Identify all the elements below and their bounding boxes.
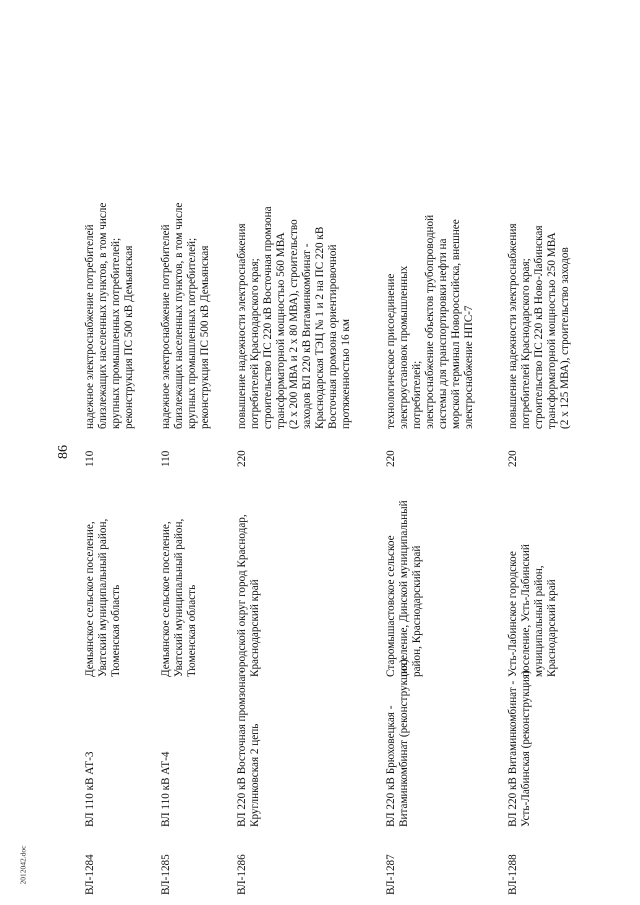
object-name	[84, 677, 97, 827]
purpose-line: трансформаторной мощностью 560 МВА	[275, 232, 287, 429]
location-line: Краснодарский край	[249, 579, 261, 677]
object-name	[385, 659, 411, 827]
location-line: Уватский муниципальный район,	[173, 518, 185, 677]
location-line: муниципальный район,	[533, 565, 545, 677]
purpose-line: надежное электроснабжение потребителей	[160, 224, 172, 429]
object-location	[84, 467, 123, 677]
object-code: ВЛ-1285	[160, 854, 172, 895]
purpose-line: трансформаторной мощностью 250 МВА	[546, 232, 558, 429]
location-line: Тюменская область	[186, 584, 198, 677]
purpose-line: (2 х 125 МВА), строительство заходов	[559, 247, 571, 429]
object-purpose	[236, 15, 353, 429]
location-line: район, Краснодарский край	[411, 545, 423, 677]
object-name-line: ВЛ 220 кВ Витаминкомбинат -	[507, 680, 519, 827]
voltage-kv: 220	[385, 450, 397, 467]
object-name-line: Усть-Лабинская (реконструкция)	[520, 670, 532, 827]
location-line: Краснодарский край	[546, 579, 558, 677]
purpose-line: надежное электроснабжение потребителей	[84, 224, 96, 429]
purpose-line: близлежащих населенных пунктов, в том числе	[97, 202, 109, 429]
purpose-line: реконструкция ПС 500 кВ Демьянская	[199, 245, 211, 429]
location-line: Старомышастовское сельское	[385, 535, 397, 677]
object-code: ВЛ-1287	[385, 854, 397, 895]
purpose-line: электроустановок промышленных	[398, 265, 410, 429]
object-purpose	[385, 15, 476, 429]
registry-table	[80, 15, 620, 895]
location-line: поселение, Усть-Лабинский	[520, 544, 532, 677]
purpose-line: заходов ВЛ 220 кВ Витаминкомбинат -	[301, 243, 313, 429]
location-line: городской округ город Краснодар,	[236, 514, 248, 677]
object-purpose	[507, 15, 572, 429]
purpose-line: (2 х 200 МВА и 2 х 80 МВА), строительство	[288, 219, 300, 429]
table-row	[232, 15, 381, 895]
object-name	[160, 677, 173, 827]
purpose-line: Восточная промзона ориентировочной	[327, 244, 339, 429]
voltage-kv: 110	[160, 450, 172, 467]
footer-filename: 2012042.doc	[18, 845, 28, 885]
purpose-line: электроснабжение НПС-7	[463, 305, 475, 429]
object-name	[507, 670, 533, 827]
location-line: поселение, Динской муниципальный	[398, 500, 410, 677]
object-location	[507, 467, 559, 677]
purpose-line: крупных промышленных потребителей;	[110, 237, 122, 429]
object-code: ВЛ-1288	[507, 854, 519, 895]
object-purpose	[160, 15, 212, 429]
voltage-kv: 110	[84, 450, 96, 467]
purpose-line: Краснодарская ТЭЦ № 1 и 2 на ПС 220 кВ	[314, 226, 326, 429]
voltage-kv: 220	[507, 450, 519, 467]
object-name-line: Витаминкомбинат (реконструкция)	[398, 659, 410, 827]
purpose-line: морской терминал Новороссийска, внешнее	[450, 219, 462, 429]
object-name-line: ВЛ 220 кВ Брюховецкая -	[385, 705, 397, 827]
object-location	[160, 467, 199, 677]
purpose-line: строительство ПС 220 кВ Восточная промзона	[262, 206, 274, 429]
purpose-line: строительство ПС 220 кВ Ново-Лабинская	[533, 225, 545, 429]
table-row	[80, 15, 156, 895]
object-location	[385, 467, 424, 677]
purpose-line: близлежащих населенных пунктов, в том числе	[173, 202, 185, 429]
purpose-line: протяженностью 16 км	[340, 319, 352, 429]
object-name-line: ВЛ 110 кВ АТ-3	[84, 751, 96, 827]
purpose-line: реконструкция ПС 500 кВ Демьянская	[123, 245, 135, 429]
page-number: 86	[56, 445, 71, 459]
purpose-line: системы для транспортировки нефти на	[437, 238, 449, 429]
object-name	[236, 669, 262, 827]
location-line: Тюменская область	[110, 584, 122, 677]
purpose-line: повышение надежности электроснабжения	[236, 223, 248, 429]
voltage-kv: 220	[236, 450, 248, 467]
object-name-line: ВЛ 220 кВ Восточная промзона -	[236, 669, 248, 827]
purpose-line: технологическое присоединение	[385, 273, 397, 429]
object-code: ВЛ-1284	[84, 854, 96, 895]
object-name-line: Круглнковская 2 цепь	[249, 723, 261, 827]
object-purpose	[84, 15, 136, 429]
purpose-line: потребителей Краснодарского края;	[520, 258, 532, 429]
purpose-line: повышение надежности электроснабжения	[507, 223, 519, 429]
object-location	[236, 467, 262, 677]
purpose-line: электроснабжение объектов трубопроводной	[424, 214, 436, 429]
object-code: ВЛ-1286	[236, 854, 248, 895]
table-row	[156, 15, 232, 895]
location-line: Демьянское сельское поселение,	[160, 521, 172, 677]
location-line: Усть-Лабинское городское	[507, 551, 519, 677]
purpose-line: крупных промышленных потребителей;	[186, 237, 198, 429]
location-line: Уватский муниципальный район,	[97, 518, 109, 677]
object-name-line: ВЛ 110 кВ АТ-4	[160, 751, 172, 827]
purpose-line: потребителей;	[411, 360, 423, 429]
purpose-line: потребителей Краснодарского края;	[249, 258, 261, 429]
table-row	[381, 15, 503, 895]
location-line: Демьянское сельское поселение,	[84, 521, 96, 677]
table-row	[503, 15, 617, 895]
